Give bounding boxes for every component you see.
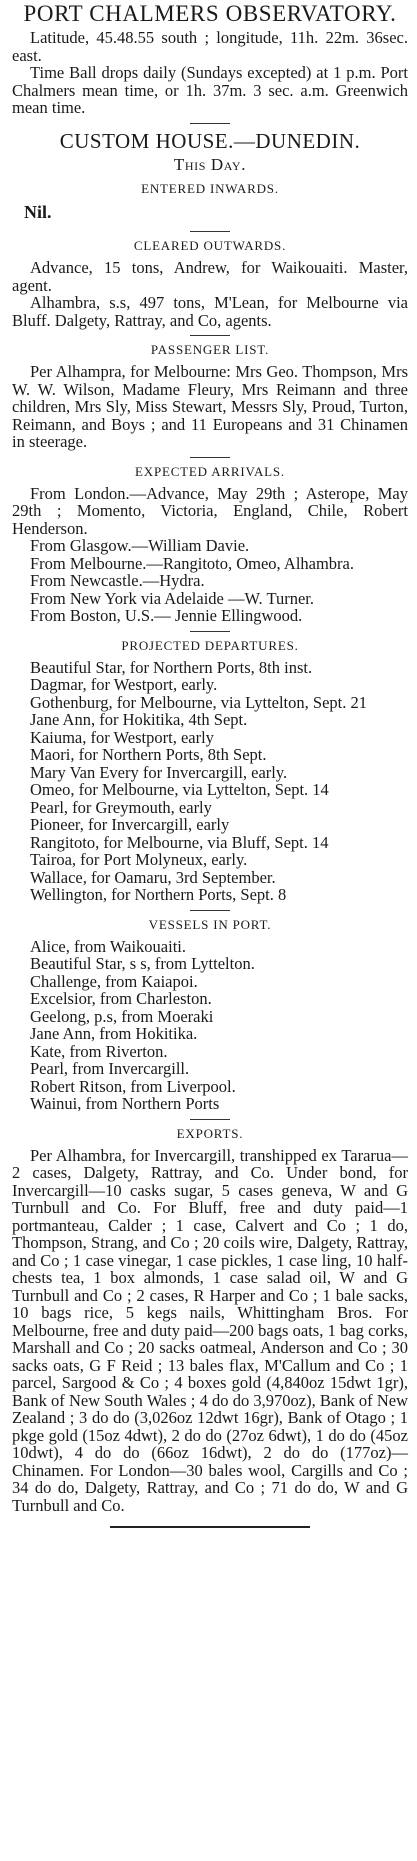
custom-house-section (12, 129, 408, 222)
vessels-in-port-section (12, 916, 408, 1113)
exports-text: Per Alhambra, for Invercargill, transhipped ex Tararua—2 cases, Dalgety, Rattray, and Co. Under bond, for Invercargill—10 casks sugar, 5 cases geneva, W and G Turnbull and Co. For Bluff, free and duty paid—1 portmanteau, Calder ; 1 case, Calvert and Co ; 1 do, Thompson, Strang, and Co ; 20 coils wire, Dalgety, Rattray, and Co ; 1 case vinegar, 1 case pickles, 1 case ling, 10 half-chests tea, 1 box almonds, 1 case salad oil, W and G Turnbull and Co ; 2 cases, R Harper and Co ; 1 bale sacks, 10 bags rice, 5 kegs nails, Whittingham Bros. For Melbourne, free and duty paid—200 bags oats, 1 bag corks, Marshall and Co ; 20 sacks oatmeal, Anderson and Co ; 30 sacks oats, G F Reid ; 13 bales flax, M'Callum and Co ; 1 parcel, Sargood & Co ; 4 boxes gold (4,840oz 15dwt 1gr), Bank of New South Wales ; 4 do do 3,970oz), Bank of New Zealand ; 3 do do (3,026oz 12dwt 16gr), Bank of Otago ; 1 pkge gold (15oz 4dwt), 2 do do (27oz 6dwt), 1 do do (45oz 10dwt), 4 do do (66oz 16dwt), 2 do do (177oz)—Chinamen. For London—30 bales wool, Cargills and Co ; 34 do do, Dalgety, Rattray, and Co ; 71 do do, W and G Turnbull and Co. (12, 1145, 408, 1515)
vessel-item: Kate, from Riverton. (30, 1041, 168, 1061)
custom-house-title: CUSTOM HOUSE.—DUNEDIN. (59, 128, 361, 153)
section-divider (190, 123, 230, 124)
departure-item: Rangitoto, for Melbourne, via Bluff, Sept. 14 (30, 832, 329, 852)
cleared-outwards-item: Alhambra, s.s, 497 tons, M'Lean, for Melbourne via Bluff. Dalgety, Rattray, and Co, agents. (12, 293, 408, 330)
departure-item: Beautiful Star, for Northern Ports, 8th inst. (30, 657, 313, 677)
departure-item: Pioneer, for Invercargill, early (30, 815, 230, 834)
departure-item: Mary Van Every for Invercargill, early. (30, 762, 288, 782)
vessel-item: Geelong, p.s, from Moeraki (30, 1006, 214, 1026)
vessel-item: Alice, from Waikouaiti. (30, 936, 186, 956)
exports-section (12, 1125, 408, 1515)
departure-item: Wallace, for Oamaru, 3rd September. (30, 867, 276, 887)
passenger-list-text: Per Alhampra, for Melbourne: Mrs Geo. Thompson, Mrs W. W. Wilson, Madame Fleury, Mrs Reimann and three children, Mrs Sly, Miss Stewart, Messrs Sly, Proud, Turton, Reimann, and Boys ; and 11 Europeans and 31 Chinamen in steerage. (12, 362, 408, 451)
section-divider (190, 1119, 230, 1120)
vessel-item: Beautiful Star, s s, from Lyttelton. (30, 954, 255, 973)
observatory-timeball: Time Ball drops daily (Sundays excepted) at 1 p.m. Port Chalmers mean time, or 1h. 37m. 3 sec. a.m. Greenwich mean time. (12, 63, 408, 117)
vessel-item: Robert Ritson, from Liverpool. (30, 1076, 236, 1096)
observatory-section (12, 1, 408, 117)
passenger-list-section (12, 341, 408, 451)
cleared-outwards-section (12, 237, 408, 329)
projected-departures-heading: PROJECTED DEPARTURES. (121, 637, 299, 653)
vessel-item: Jane Ann, from Hokitika. (30, 1024, 198, 1043)
vessel-item: Excelsior, from Charleston. (30, 989, 212, 1008)
entered-inwards-heading: ENTERED INWARDS. (141, 180, 279, 196)
observatory-title: PORT CHALMERS OBSERVATORY. (23, 1, 397, 26)
vessel-item: Challenge, from Kaiapoi. (30, 971, 198, 991)
expected-arrivals-heading: EXPECTED ARRIVALS. (135, 463, 285, 479)
exports-heading: EXPORTS. (176, 1125, 244, 1141)
closing-rule (110, 1526, 310, 1528)
departure-item: Kaiuma, for Westport, early (30, 727, 214, 747)
cleared-outwards-item: Advance, 15 tons, Andrew, for Waikouaiti. Master, agent. (12, 258, 408, 295)
arrival-item: From New York via Adelaide —W. Turner. (30, 588, 315, 608)
section-divider (190, 335, 230, 336)
vessel-item: Pearl, from Invercargill. (30, 1059, 190, 1078)
entered-inwards-text: Nil. (24, 201, 52, 222)
vessel-item: Wainui, from Northern Ports (30, 1094, 220, 1113)
departure-item: Gothenburg, for Melbourne, via Lyttelton, Sept. 21 (30, 692, 367, 712)
observatory-latitude: Latitude, 45.48.55 south ; longitude, 11h. 22m. 36sec. east. (12, 28, 408, 65)
custom-house-subtitle: This Day. (173, 154, 247, 174)
departure-item: Tairoa, for Port Molyneux, early. (30, 850, 248, 869)
cleared-outwards-heading: CLEARED OUTWARDS. (133, 238, 287, 253)
departure-item: Maori, for Northern Ports, 8th Sept. (30, 745, 267, 764)
expected-arrivals-section (12, 463, 408, 625)
departure-item: Jane Ann, for Hokitika, 4th Sept. (30, 710, 248, 729)
arrival-item: From Melbourne.—Rangitoto, Omeo, Alhambra. (30, 553, 354, 573)
vessels-in-port-heading: VESSELS IN PORT. (148, 916, 272, 932)
arrival-item: From Glasgow.—William Davie. (30, 536, 250, 555)
section-divider (190, 910, 230, 911)
projected-departures-section (12, 637, 408, 904)
departure-item: Omeo, for Melbourne, via Lyttelton, Sept. 14 (30, 780, 329, 799)
departure-item: Wellington, for Northern Ports, Sept. 8 (30, 885, 287, 904)
departure-item: Dagmar, for Westport, early. (30, 675, 218, 694)
arrival-item: From Newcastle.—Hydra. (30, 571, 205, 590)
section-divider (190, 631, 230, 632)
passenger-list-heading: PASSENGER LIST. (150, 342, 270, 357)
arrival-item: From London.—Advance, May 29th ; Asterope, May 29th ; Momento, Victoria, England, Chile, Robert Henderson. (12, 483, 408, 538)
section-divider (190, 231, 230, 232)
section-divider (190, 457, 230, 458)
arrival-item: From Boston, U.S.— Jennie Ellingwood. (30, 606, 303, 625)
departure-item: Pearl, for Greymouth, early (30, 797, 212, 817)
